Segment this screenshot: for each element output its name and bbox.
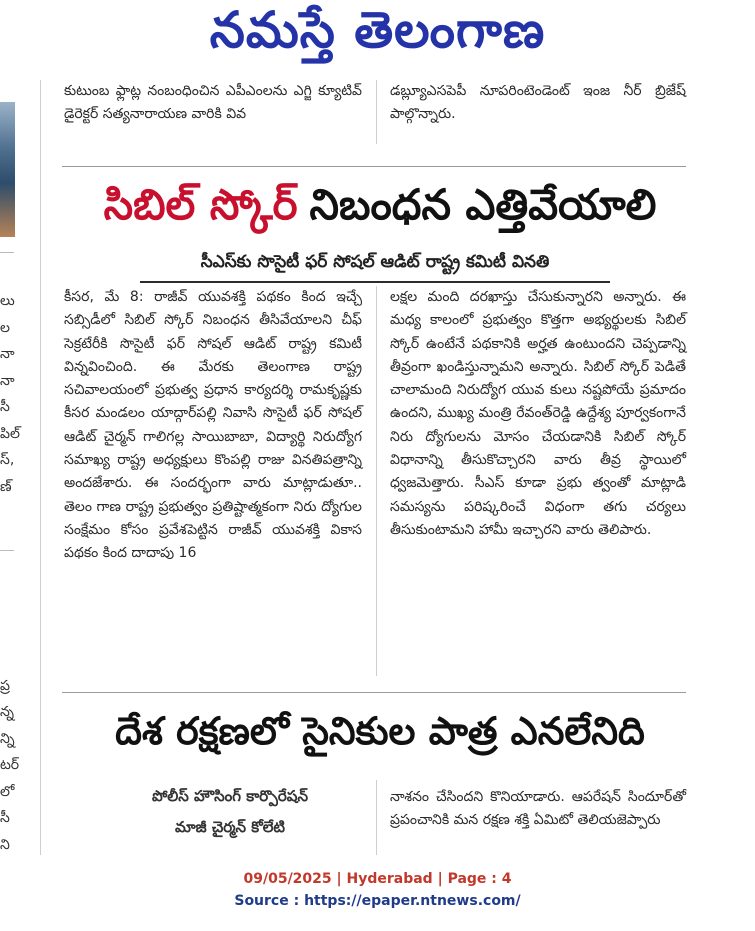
text-fragment: నా: [0, 346, 15, 362]
footer-date-edition: 09/05/2025 | Hyderabad | Page : 4: [243, 871, 512, 887]
newspaper-clipping: [0, 80, 755, 855]
top-story-col1: కుటుంబ ఫ్లాట్ల నంబంధించిన ఎపీఎంలను ఎగ్జి క్యూటివ్ డైరెక్టర్ సత్యనారాయణ వారికి వివ: [64, 83, 362, 123]
article2-byline-title: పోలీస్ హౌసింగ్ కార్పొరేషన్: [151, 787, 309, 805]
article1-col1: కీసర, మే 8: రాజీవ్ యువశక్తి పథకం కింద ఇచ్చే సబ్సిడీలో సిబిల్ స్కోర్ నిబంధన తీసివేయాలని చీఫ్ సెక్రటేరీకి సొసైటీ ఫర్ సోషల్ ఆడిట్ రాష్ట్ర కమిటీ విన్నవించింది. ఈ మేరకు తెలంగాణ రాష్ట్ర సచివాలయంలో ప్రభుత్వ ప్రధాన కార్యదర్శి రామకృష్ణకు కీసర మండలం యాద్గార్‌పల్లి నివాసి సొసైటీ ఫర్ సోషల్ ఆడిట్ చైర్మన్ గాలిగల్ల సాయిబాబా, విద్యార్థి నిరుద్యోగ సమాఖ్య రాష్ట్ర అధ్యక్షులు కొంపల్లి రాజు వినతిపత్రాన్ని అందజేశారు. ఈ సందర్భంగా వారు మాట్లాడుతూ.. తెలం గాణ రాష్ట్ర ప్రభుత్వం ప్రతిష్టాత్మకంగా నిరు ద్యోగుల సంక్షేమం కోసం ప్రవేశపెట్టిన రాజీవ్ యువశక్తి వికాస పథకం కింద దాదాపు 16: [64, 289, 362, 562]
text-fragment: ని: [0, 837, 10, 853]
column-rule: [0, 252, 14, 253]
text-fragment: న్ని: [0, 731, 15, 747]
headline-red-part: సిబిల్ స్కోర్: [103, 180, 298, 229]
article1-col2: లక్షల మంది దరఖాస్తు చేసుకున్నారని అన్నారు. ఈ మధ్య కాలంలో ప్రభుత్వం కొత్తగా అభ్యర్థులకు సిబిల్ స్కోర్ ఉంటేనే పథకానికి అర్హత ఉంటుందని చెప్పడాన్ని తీవ్రంగా ఖండిస్తున్నామని అన్నారు. సిబిల్ స్కోర్ పెడితే చాలామంది నిరుద్యోగ యువ కులు నష్టపోయే ప్రమాదం ఉందని, ముఖ్య మంత్రి రేవంత్‌రెడ్డి ఉద్దేశ్య పూర్వకంగానే నిరు ద్యోగులను మోసం చేయడానికి సిబిల్ స్కోర్ విధానాన్ని తీసుకొచ్చారని వారు తీవ్ర స్థాయిలో ధ్వజమెత్తారు. సీఎస్ కూడా ప్రభు త్వంతో మాట్లాడి సమస్యను పరిష్కరించే విధంగా తగు చర్యలు తీసుకుంటామని హామీ ఇచ్చారని వారు తెలిపారు.: [390, 289, 686, 538]
text-fragment: ప్ర: [0, 678, 10, 694]
column-divider: [376, 80, 377, 144]
article2-headline: దేశ రక్షణలో సైనికుల పాత్ర ఎనలేనిది: [115, 709, 645, 753]
text-fragment: సీ: [0, 399, 10, 415]
column-divider: [376, 780, 377, 855]
text-fragment: ణ్: [0, 479, 12, 495]
section-rule: [62, 166, 686, 167]
text-fragment: పిల్: [0, 426, 20, 442]
article2-col2: నాశనం చేసిందని కొనియాడారు. ఆపరేషన్ సిందూర్‌తో ప్రపంచానికి మన రక్షణ శక్తి ఏమిటో తెలియజెప్పారు: [390, 789, 686, 829]
adjacent-photo: [0, 102, 15, 237]
text-fragment: టర్: [0, 757, 20, 773]
article2-byline-name: మాజీ చైర్మన్ కోలేటి: [174, 818, 286, 836]
column-divider: [376, 286, 377, 676]
text-fragment: నా: [0, 373, 15, 389]
text-fragment: లు: [0, 293, 15, 309]
text-fragment: స్,: [0, 452, 15, 468]
text-fragment: సీ: [0, 810, 10, 826]
text-fragment: న్న: [0, 704, 14, 720]
article1-subheadline: సీఎస్‌కు సొసైటీ ఫర్ సోషల్ ఆడిట్ రాష్ట్ర కమిటీ వినతి: [140, 247, 610, 283]
section-rule: [62, 692, 686, 693]
masthead-title: నమస్తే తెలంగాణ: [209, 0, 546, 59]
footer-source: Source : https://epaper.ntnews.com/: [234, 893, 521, 909]
article1-headline: [40, 175, 720, 245]
text-fragment: ల: [0, 320, 10, 336]
text-fragment: లో: [0, 784, 15, 800]
headline-black-part: నిబంధన ఎత్తివేయాలి: [309, 180, 657, 229]
top-story-col2: డబ్ల్యూఎసపెపీ నూపరింటెండెంట్ ఇంజ నీర్ బ్రిజేష్ పాల్గొన్నారు.: [390, 83, 686, 123]
left-adjacent-column: [0, 80, 20, 855]
column-rule: [0, 550, 14, 551]
